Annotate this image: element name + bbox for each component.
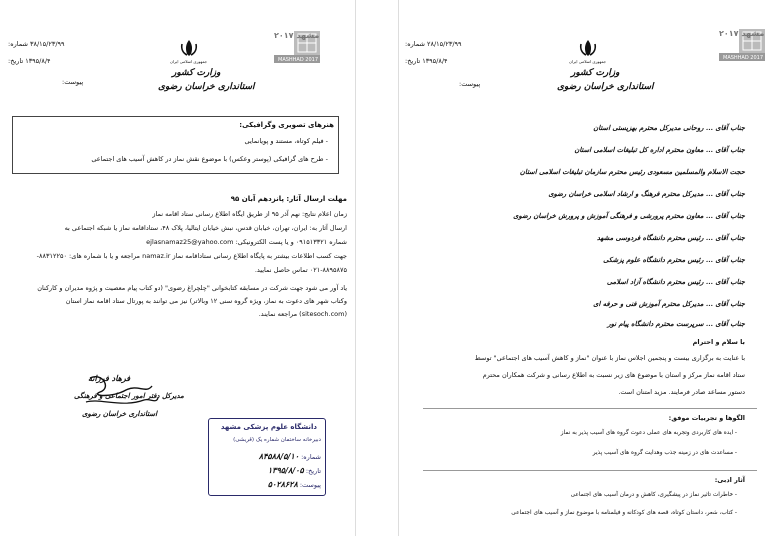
success-models-title: الگوها و تجربیات موفق: — [668, 414, 745, 422]
letter-date: ۱۳۹۵/۸/۴ — [25, 57, 51, 65]
contact-email: ejlasnamaz25@yahoo.com — [146, 238, 234, 246]
republic-caption: جمهوری اسلامی ایران — [569, 59, 607, 64]
success-model-item: - ایده های کاربردی وتجربه های عملی دعوت گروه های آسیب پذیر به نماز — [560, 430, 737, 436]
phone-line: شماره ۰۹۱۵۱۳۳۲۱ و یا پست الکترونیکی: — [235, 238, 347, 246]
letter-date-row — [8, 57, 51, 65]
letter-date-label: تاریخ: — [405, 57, 421, 65]
ministry-title: وزارت کشور — [571, 68, 620, 78]
letter-number-row — [405, 40, 462, 48]
reminder-note: وکتاب شهر های دعوت به نماز، ویژه گروه سنی ۱۲ وبالاتر) نیز می توانند به پورتال ستاد اقامه نماز استان — [65, 297, 347, 305]
greeting: با سلام و احترام — [692, 338, 745, 346]
logo-caption: MASHHAD 2017 — [723, 55, 764, 61]
ministry-title: وزارت کشور — [172, 68, 221, 78]
document-page-2 — [2, 0, 356, 536]
logo-caption: MASHHAD 2017 — [278, 57, 319, 63]
stamp-date-row — [268, 465, 321, 475]
stamp-attachment-row — [268, 479, 321, 489]
literary-works-title: آثار ادبی: — [714, 476, 745, 484]
reminder-note: یاد آور می شود جهت شرکت در مسابقه کتابخوانی "چلچراغ رضوی" (دو کتاب پیام معصیت و پژوه مدیران و کارکنان — [37, 284, 347, 292]
mashhad-2017-logo — [272, 28, 322, 66]
body-paragraph: دستور مساعد صادر فرمایند. مزید امتنان است. — [618, 388, 745, 396]
phone-numbers-tail: ۰۲۱-۸۸۹۵۸۷۵ تماس حاصل نمایید. — [254, 266, 347, 274]
letter-number-label: شماره: — [8, 40, 28, 48]
letter-number-row — [8, 40, 65, 48]
office-title: استانداری خراسان رضوی — [557, 82, 654, 92]
recipient-line: جناب آقای ... معاون محترم اداره کل تبلیغات اسلامی استان — [574, 146, 745, 154]
visual-arts-item: - فیلم کوتاه، مستند و پویانمایی — [244, 137, 328, 145]
iran-emblem-icon — [178, 38, 200, 58]
letter-date-row — [405, 57, 448, 65]
visual-arts-box — [12, 116, 339, 174]
logo-title: مشهد ۲۰۱۷ — [274, 31, 320, 40]
section-divider — [423, 408, 757, 409]
recipient-line: جناب آقای ... سرپرست محترم دانشگاه پیام نور — [607, 320, 745, 328]
stamp-number-label: شماره: — [301, 453, 321, 461]
portal-link[interactable]: (sitesoch.com) — [299, 310, 347, 318]
section-divider — [423, 470, 757, 471]
signatory-title: مدیرکل دفتر امور اجتماعی و فرهنگی — [74, 391, 184, 400]
document-page-1 — [398, 0, 780, 536]
recipient-line: جناب آقای ... رئیس محترم دانشگاه فردوسی مشهد — [596, 234, 745, 242]
letter-number: ۲۸/۱۵/۲۳/۹۹ — [427, 40, 462, 48]
signatory-name: فرهاد فرزانه — [88, 373, 131, 383]
body-paragraph: ستاد اقامه نماز مرکز و استان با موضوع های زیر نسبت به اطلاع رسانی و شرکت همکاران محترم — [482, 371, 745, 379]
results-announcement: زمان اعلام نتایج: نهم آذر ۹۵ از طریق ایگاه اطلاع رسانی ستاد اقامه نماز — [152, 210, 347, 218]
stamp-number: ۸۴۵۸۸/۵/۱۰ — [258, 451, 299, 461]
literary-work-item: - کتاب، شعر، داستان کوتاه، قصه های کودکانه و فیلمنامه با موضوع نماز و آسیب های اجتماعی — [511, 510, 737, 516]
phone-numbers: مراجعه و یا با شماره های: ۸۸۳۱۲۲۵۰- — [36, 252, 141, 260]
letter-attachment-label: پیوست: — [62, 78, 84, 86]
reminder-note-tail — [259, 310, 347, 318]
visual-arts-item: - طرح های گرافیکی (پوستر وعکس) با موضوع نقش نماز در کاهش آسیب های اجتماعی — [91, 155, 328, 163]
letter-date-label: تاریخ: — [8, 57, 24, 65]
recipient-line: جناب آقای ... روحانی مدیرکل محترم بهزیستی استان — [593, 124, 745, 132]
letter-number-label: شماره: — [405, 40, 425, 48]
visual-arts-title: هنرهای تصویری وگرافیکی: — [239, 121, 334, 129]
reminder-note-end: مراجعه نمایند. — [258, 310, 298, 318]
submission-address: ارسال آثار به: ایران، تهران، خیابان قدس، نبش خیابان ایتالیا، پلاک ۴۸، ستاداقامه نماز یا شبکه اجتماعی به — [64, 224, 347, 232]
more-info-line — [37, 252, 347, 260]
letter-attachment-label: پیوست: — [459, 80, 481, 88]
phone-email-line — [146, 238, 347, 246]
iran-emblem-icon — [577, 38, 599, 58]
stamp-number-row — [259, 451, 321, 461]
logo-title: مشهد ۲۰۱۷ — [719, 29, 765, 38]
letter-date: ۱۳۹۵/۸/۴ — [422, 57, 448, 65]
stamp-university: دانشگاه علوم پزشکی مشهد — [220, 423, 317, 431]
website-link[interactable]: namaz.ir — [142, 252, 171, 260]
stamp-attachment: ۵۰۲۸۶۲۸ — [267, 479, 298, 489]
stamp-secretariat: دبیرخانه ساختمان شماره یک (قریشی) — [233, 437, 321, 443]
recipient-line: حجت الاسلام والمسلمین مسعودی رئیس محترم سازمان تبلیغات اسلامی استان — [519, 168, 745, 176]
recipient-line: جناب آقای ... مدیرکل محترم آموزش فنی و حرفه ای — [593, 300, 745, 308]
letter-number: ۳۸/۱۵/۲۳/۹۹ — [30, 40, 65, 48]
stamp-date: ۱۳۹۵/۸/۰۵ — [267, 465, 304, 475]
body-paragraph: با عنایت به برگزاری بیست و پنجمین اجلاس نماز با عنوان "نماز و کاهش آسیب های اجتماعی" توسط — [474, 354, 745, 362]
recipient-line: جناب آقای ... رئیس محترم دانشگاه علوم پزشکی — [603, 256, 745, 264]
receipt-stamp — [208, 418, 326, 496]
recipient-line: جناب آقای ... رئیس محترم دانشگاه آزاد اسلامی — [606, 278, 745, 286]
more-info-text: جهت کسب اطلاعات بیشتر به پایگاه اطلاع رسانی ستاداقامه نماز — [172, 252, 347, 260]
success-model-item: - مساعدت های در زمینه جذب وهدایت گروه های آسیب پذیر — [592, 450, 737, 456]
recipient-line: جناب آقای ... معاون محترم پرورشی و فرهنگی آموزش و پرورش خراسان رضوی — [513, 212, 745, 220]
republic-caption: جمهوری اسلامی ایران — [170, 59, 208, 64]
literary-work-item: - خاطرات تاثیر نماز در پیشگیری، کاهش و درمان آسیب های اجتماعی — [570, 492, 737, 498]
office-title: استانداری خراسان رضوی — [158, 82, 255, 92]
recipient-line: جناب آقای ... مدیرکل محترم فرهنگ و ارشاد اسلامی خراسان رضوی — [548, 190, 745, 198]
signatory-office: استانداری خراسان رضوی — [82, 409, 158, 418]
stamp-attachment-label: پیوست: — [299, 481, 321, 489]
mashhad-2017-logo — [717, 26, 767, 64]
deadline-title: مهلت ارسال آثار: پانزدهم آبان ۹۵ — [230, 195, 347, 203]
stamp-date-label: تاریخ: — [305, 467, 321, 475]
